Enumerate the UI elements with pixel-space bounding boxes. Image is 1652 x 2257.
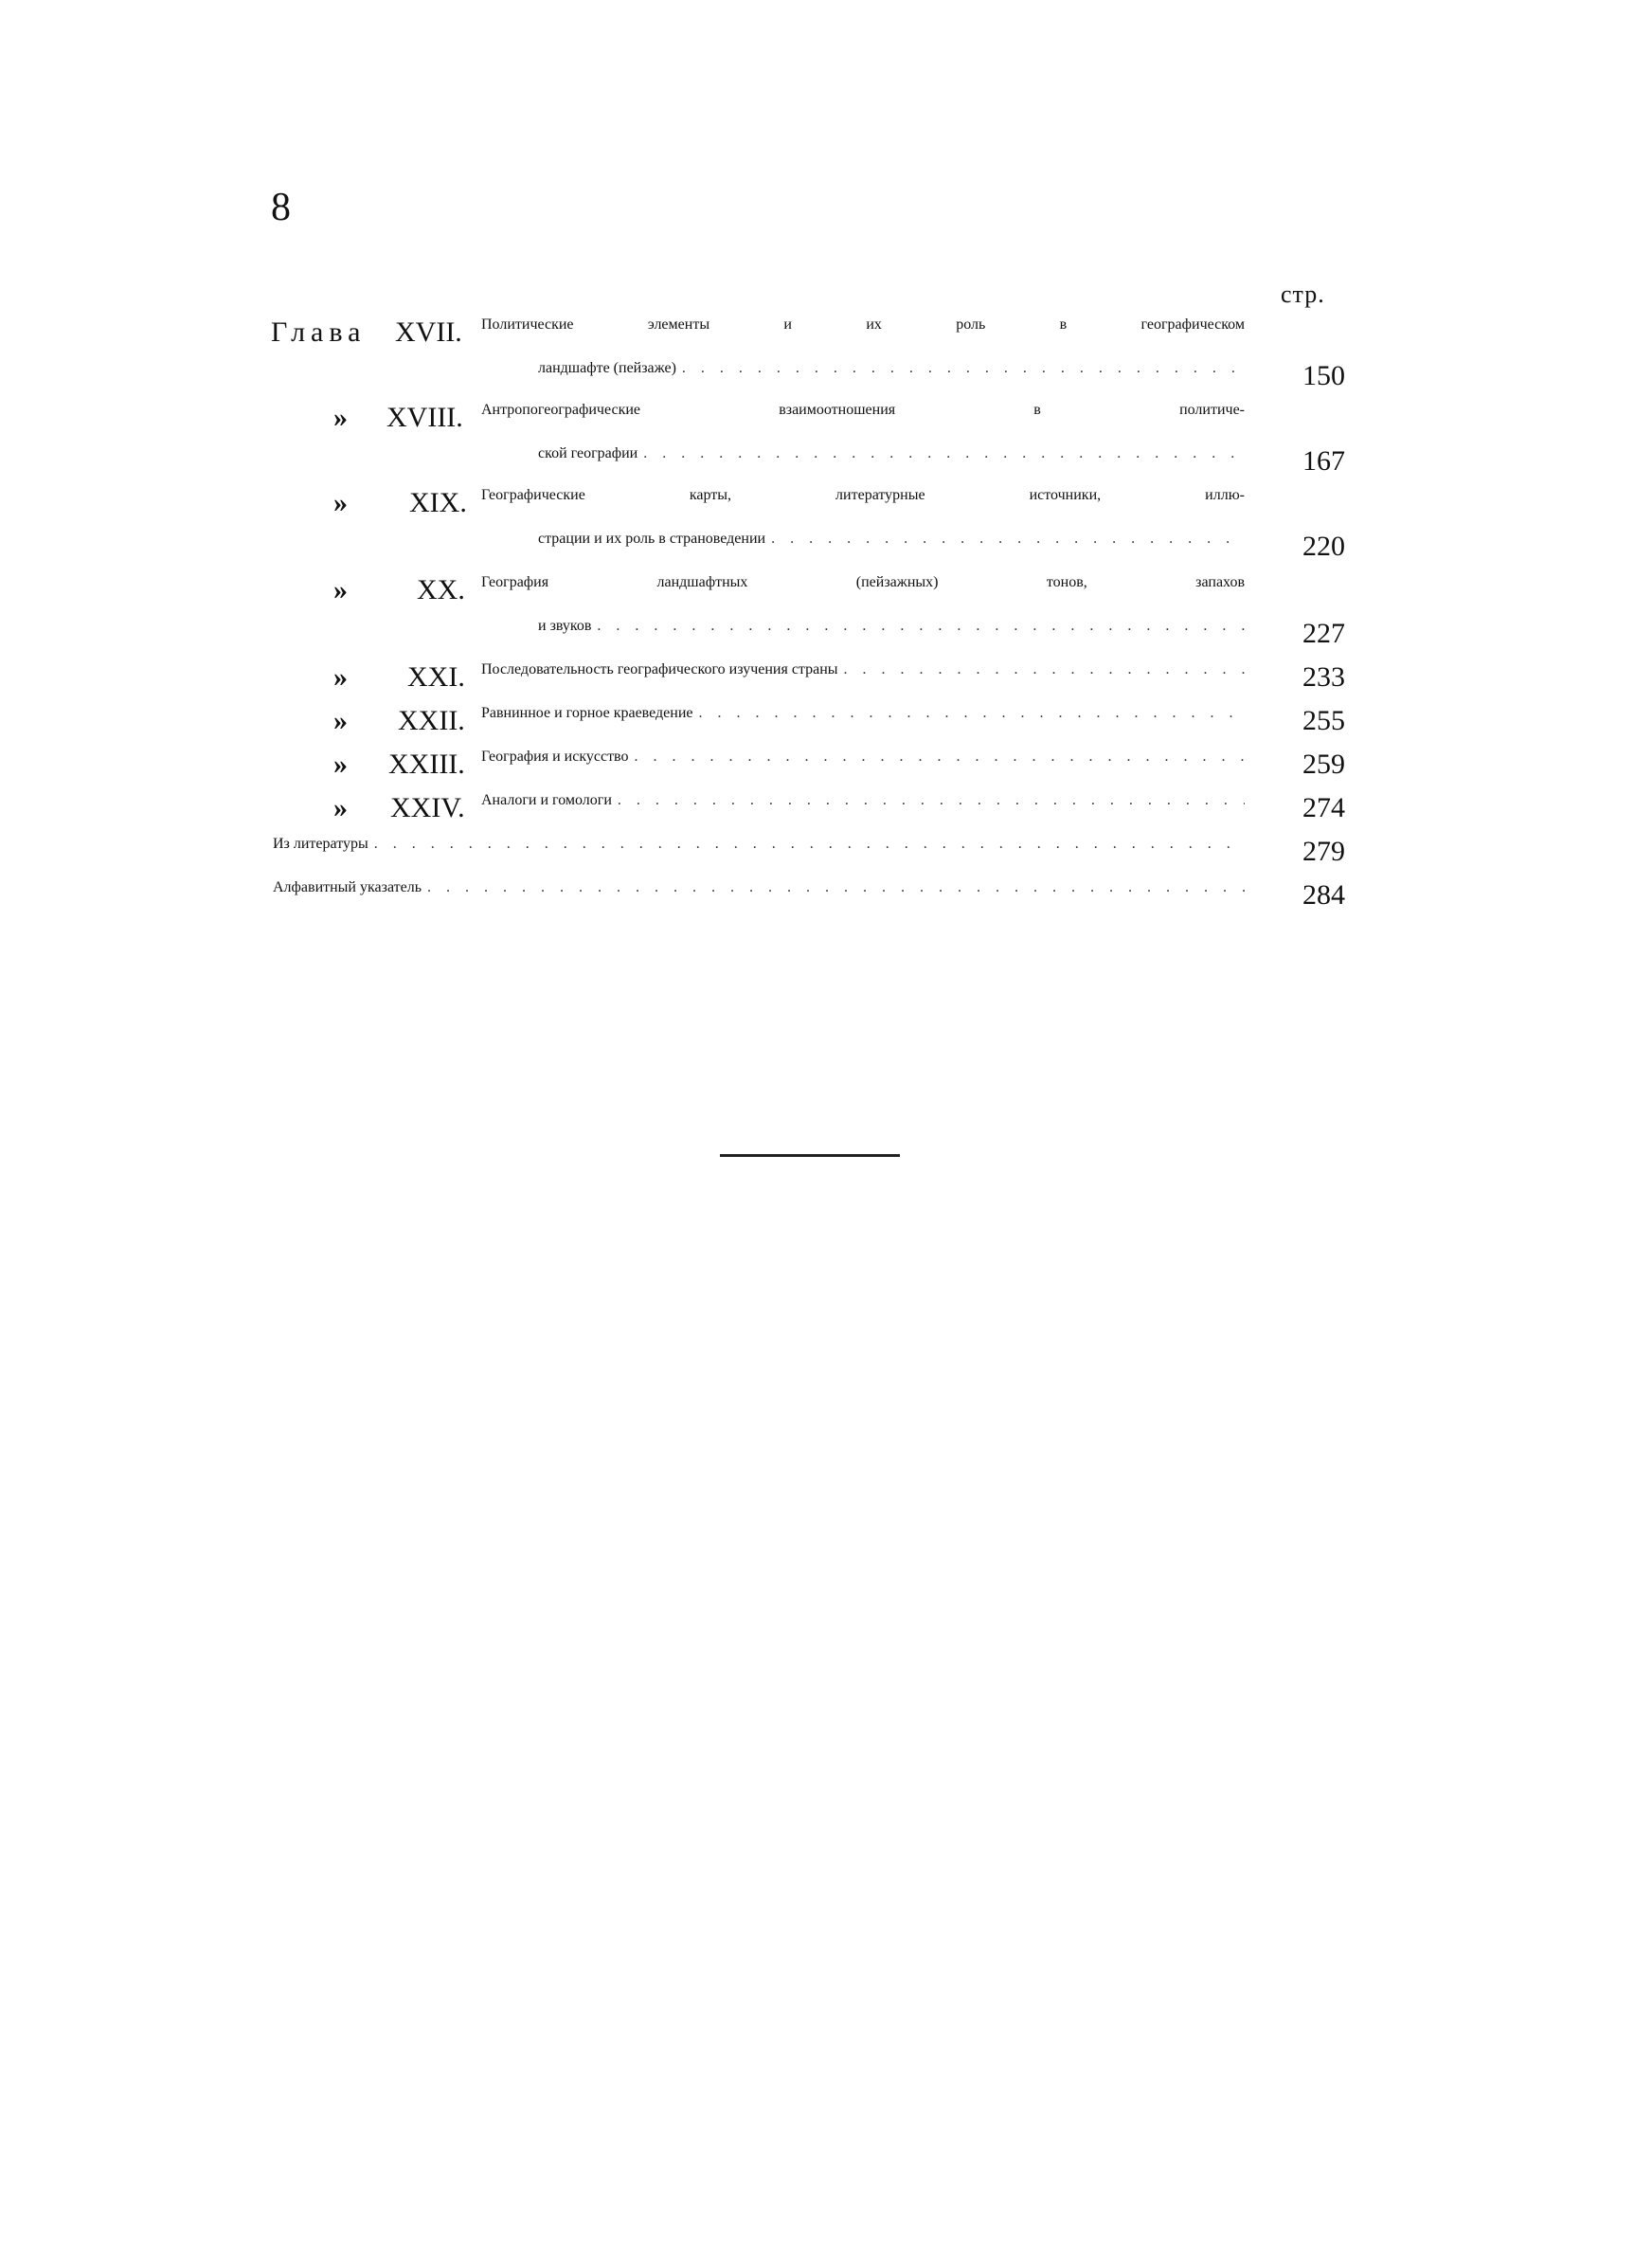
ditto-mark: »	[333, 792, 348, 823]
entry-title-line2: страции и их роль в страноведении . . .	[538, 531, 1245, 574]
leader-dots	[597, 618, 1245, 635]
entry-title-line1: Политические элементы и их роль в географическом	[481, 316, 1245, 333]
leader-dots	[618, 792, 1245, 809]
page-ref[interactable]: 255	[1302, 705, 1345, 736]
page-ref[interactable]: 150	[1302, 360, 1345, 391]
page-ref[interactable]: 220	[1302, 531, 1345, 562]
chapter-numeral: XXI.	[407, 661, 465, 693]
entry-title-line2: ской географии . . .	[538, 445, 1245, 489]
leader-dots	[698, 705, 1245, 722]
page-ref[interactable]: 259	[1302, 749, 1345, 780]
page-ref[interactable]: 227	[1302, 618, 1345, 649]
page-ref[interactable]: 284	[1302, 879, 1345, 911]
page-ref[interactable]: 279	[1302, 836, 1345, 867]
page-ref[interactable]: 167	[1302, 445, 1345, 477]
ditto-mark: »	[333, 749, 348, 780]
chapter-numeral: XIX.	[409, 487, 467, 518]
page-number: 8	[271, 186, 291, 229]
chapter-numeral: XXIII.	[388, 749, 465, 780]
pages-column-header: стр.	[1281, 280, 1325, 308]
page-ref[interactable]: 233	[1302, 661, 1345, 693]
leader-dots	[682, 360, 1245, 377]
ditto-mark: »	[333, 661, 348, 693]
entry-title-line1: География и искусство . . .	[481, 749, 1245, 792]
leader-dots	[427, 879, 1245, 896]
entry-title-line1: Антропогеографические взаимоотношения в политиче-	[481, 402, 1245, 418]
chapter-word: Глава	[271, 316, 367, 348]
entry-title-line1: География ландшафтных (пейзажных) тонов, запахов	[481, 574, 1245, 590]
chapter-numeral: XVII.	[395, 316, 462, 348]
chapter-numeral: XXIV.	[390, 792, 465, 823]
page-ref[interactable]: 274	[1302, 792, 1345, 823]
entry-title-line1: Аналоги и гомологи . . .	[481, 792, 1245, 836]
leader-dots	[374, 836, 1245, 853]
entry-title-line1: Последовательность географического изучения страны . . .	[481, 661, 1245, 705]
leader-dots	[643, 445, 1245, 462]
entry-title-line2: и звуков . . .	[538, 618, 1245, 661]
ditto-mark: »	[333, 705, 348, 736]
leader-dots	[635, 749, 1246, 766]
chapter-numeral: XVIII.	[386, 402, 463, 433]
leader-dots	[771, 531, 1245, 548]
leader-dots	[844, 661, 1245, 678]
ditto-mark: »	[333, 402, 348, 433]
end-rule	[720, 1154, 900, 1157]
chapter-numeral: XX.	[417, 574, 465, 605]
entry-title-line1: Равнинное и горное краеведение . . .	[481, 705, 1245, 749]
entry-title-line2: ландшафте (пейзаже) . . .	[538, 360, 1245, 404]
toc-entry-literature[interactable]: Из литературы . . .	[273, 836, 1245, 879]
toc-entry-index[interactable]: Алфавитный указатель . . .	[273, 879, 1245, 923]
chapter-numeral: XXII.	[398, 705, 465, 736]
entry-title-line1: Географические карты, литературные источники, иллю-	[481, 487, 1245, 503]
ditto-mark: »	[333, 487, 348, 518]
ditto-mark: »	[333, 574, 348, 605]
